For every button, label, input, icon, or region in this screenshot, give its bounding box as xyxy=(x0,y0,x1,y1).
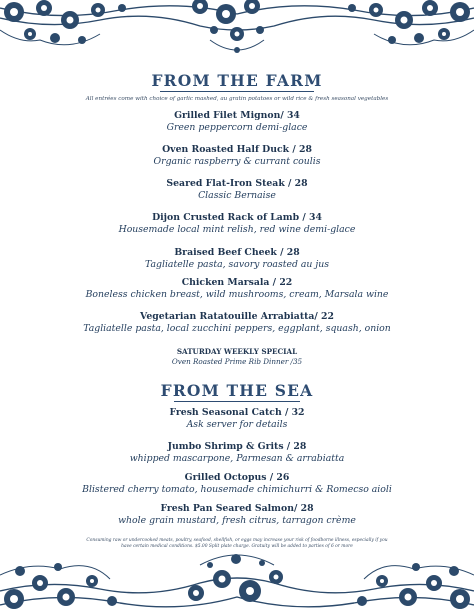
item-description: whipped mascarpone, Parmesan & arrabiatta xyxy=(129,453,345,464)
menu-item xyxy=(0,110,474,134)
item-name: Vegetarian Ratatouille Arrabiatta/ 22 xyxy=(139,311,334,322)
sea-title-underline xyxy=(174,401,300,402)
item-name: Braised Beef Cheek / 28 xyxy=(174,247,300,258)
sea-section-title: FROM THE SEA xyxy=(160,381,314,400)
menu-item xyxy=(0,503,474,527)
item-description: whole grain mustard, fresh citrus, tarragon crème xyxy=(118,515,356,526)
special-label: SATURDAY WEEKLY SPECIAL xyxy=(176,347,298,356)
item-name: Chicken Marsala / 22 xyxy=(181,277,293,288)
menu-item xyxy=(0,212,474,236)
item-name: Oven Roasted Half Duck / 28 xyxy=(162,144,312,155)
menu-item xyxy=(0,407,474,431)
lace-border-top xyxy=(0,0,474,64)
menu-item xyxy=(0,311,474,335)
menu-item xyxy=(0,441,474,465)
item-name: Grilled Filet Mignon/ 34 xyxy=(174,110,300,121)
item-description: Organic raspberry & currant coulis xyxy=(153,156,321,167)
item-name: Jumbo Shrimp & Grits / 28 xyxy=(167,441,307,452)
menu-item xyxy=(0,178,474,202)
item-name: Dijon Crusted Rack of Lamb / 34 xyxy=(152,212,322,223)
item-description: Green peppercorn demi-glace xyxy=(166,122,308,133)
item-description: Tagliatelle pasta, savory roasted au jus xyxy=(145,259,329,270)
menu-item xyxy=(0,144,474,168)
item-description: Blistered cherry tomato, housemade chimichurri & Romecso aioli xyxy=(82,484,392,495)
weekly-special xyxy=(0,347,474,367)
farm-section-title: FROM THE FARM xyxy=(151,71,323,90)
special-text: Oven Roasted Prime Rib Dinner /35 xyxy=(171,357,303,366)
item-name: Seared Flat-Iron Steak / 28 xyxy=(166,178,308,189)
menu-item xyxy=(0,472,474,496)
item-name: Grilled Octopus / 26 xyxy=(184,472,290,483)
item-name: Fresh Seasonal Catch / 32 xyxy=(169,407,305,418)
item-description: Ask server for details xyxy=(186,419,288,430)
farm-title-underline xyxy=(160,91,314,92)
item-description: Boneless chicken breast, wild mushrooms, cream, Marsala wine xyxy=(85,289,389,300)
menu-item xyxy=(0,277,474,301)
lace-border-bottom xyxy=(0,535,474,613)
food-safety-disclaimer: Consuming raw or undercooked meats, poultry, seafood, shellfish, or eggs may increase your risk of foodborne illness, especially if you have certain medical conditions. $5.00 Split plate charge. Gratuity will be added to parties of 6 or more xyxy=(86,538,388,549)
item-name: Fresh Pan Seared Salmon/ 28 xyxy=(160,503,314,514)
item-description: Classic Bernaise xyxy=(198,190,276,201)
item-description: Tagliatelle pasta, local zucchini peppers, eggplant, squash, onion xyxy=(83,323,391,334)
item-description: Housemade local mint relish, red wine demi-glace xyxy=(118,224,356,235)
menu-item xyxy=(0,247,474,271)
entree-sides-note: All entrées come with choice of garlic mashed, au gratin potatoes or wild rice & fresh seasonal vegetables xyxy=(85,96,389,102)
